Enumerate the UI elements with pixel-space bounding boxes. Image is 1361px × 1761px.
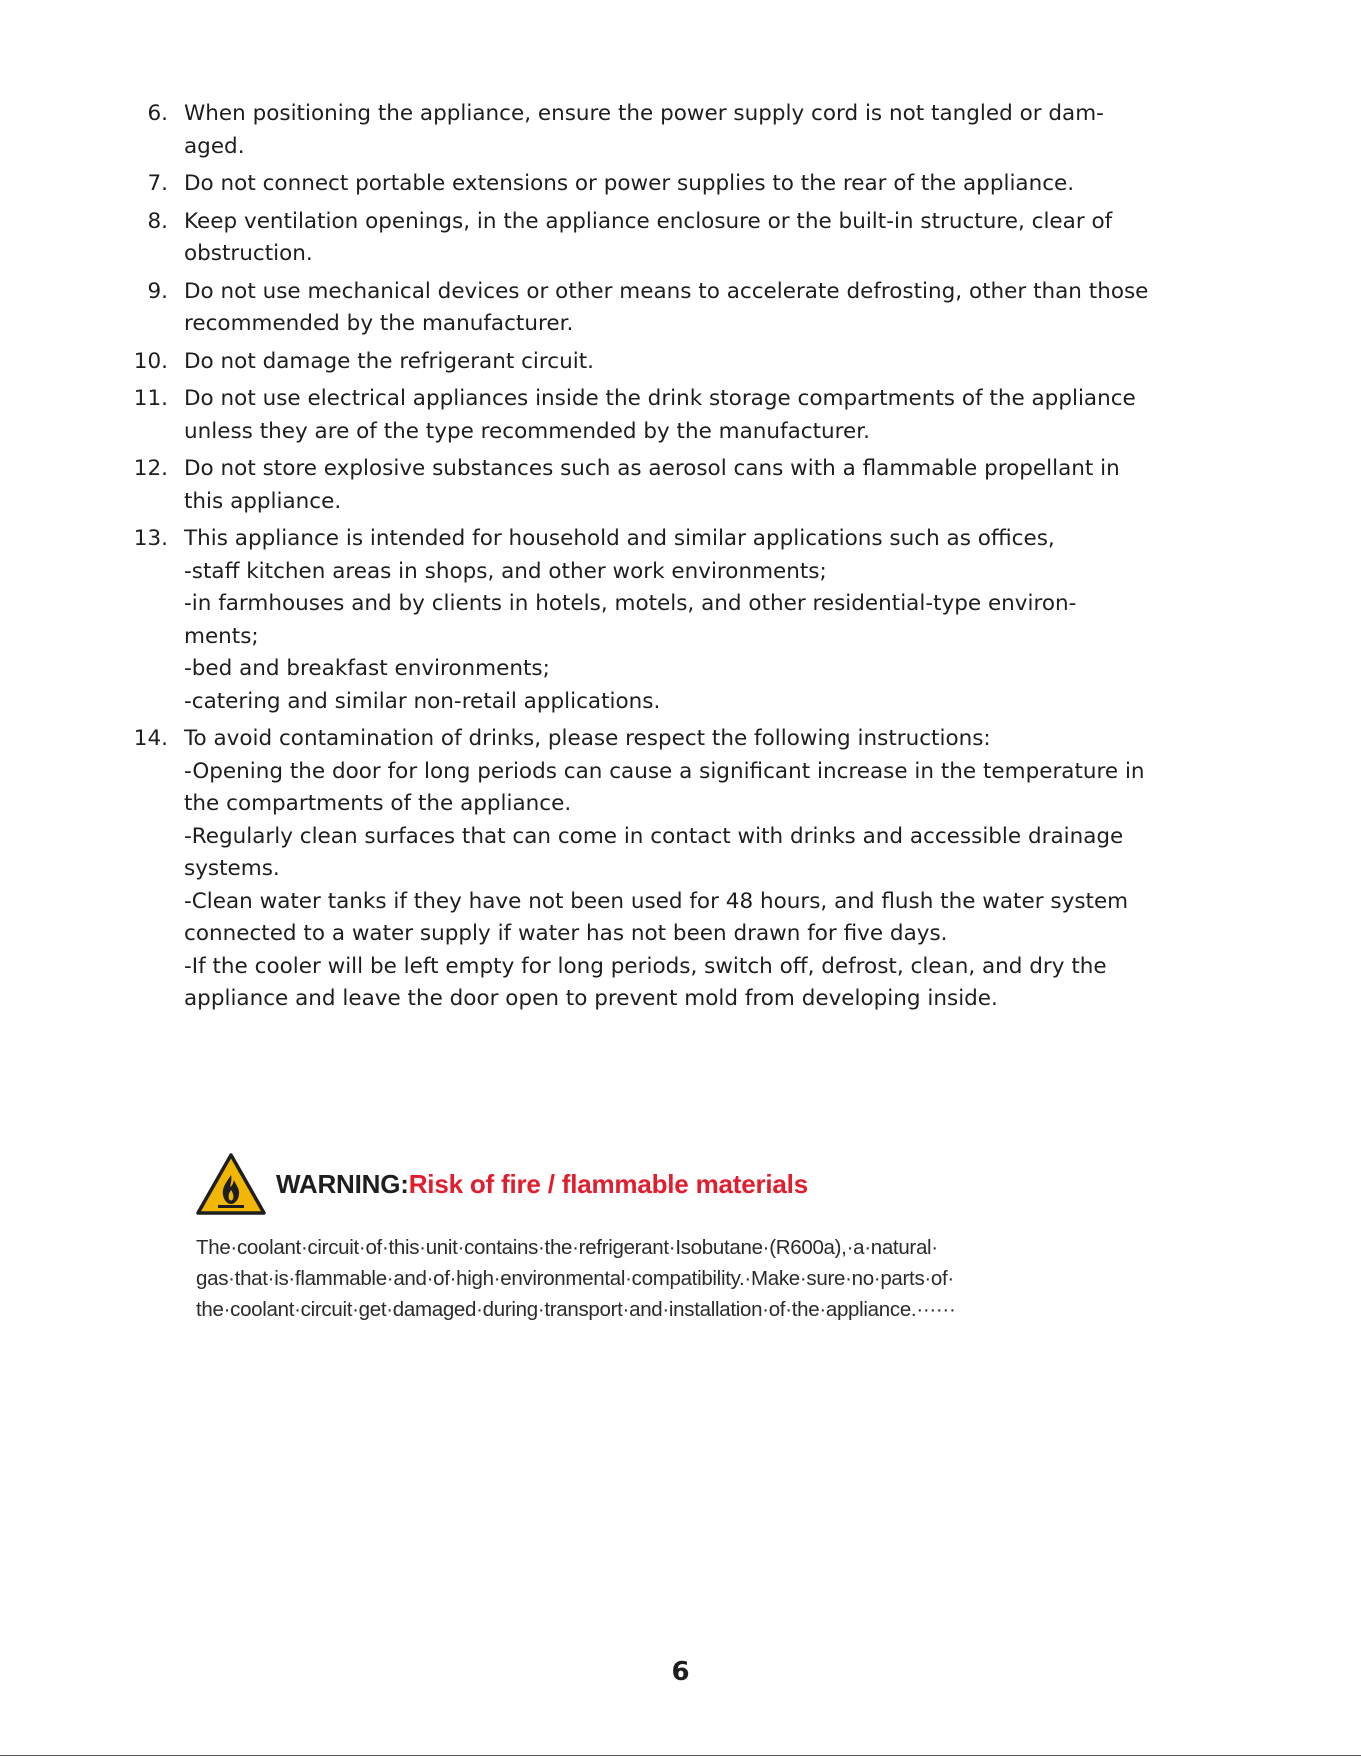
page-number: 6: [671, 1657, 690, 1687]
item-number: 7.: [147, 171, 168, 196]
item-text: Do not connect portable extensions or power supplies to the rear of the appliance.: [184, 171, 1075, 196]
list-item: [115, 723, 1245, 1016]
footer-divider: [0, 1755, 1361, 1756]
warning-header: [196, 1152, 1016, 1216]
item-text: When positioning the appliance, ensure the power supply cord is not tangled or dam- aged.: [184, 101, 1104, 159]
list-item: [115, 206, 1245, 271]
flammable-warning-icon: [196, 1153, 266, 1215]
item-text: To avoid contamination of drinks, please respect the following instructions: -Opening the door for long periods can cause a significant increase in the temperature in the compartments of the appliance. -Regularly clean surfaces that can come in contact with drinks and accessible drainage systems. -Clean water tanks if they have not been used for 48 hours, and flush the water system connected to a water supply if water has not been drawn for five days. -If the cooler will be left empty for long periods, switch off, defrost, clean, and dry the appliance and leave the door open to prevent mold from developing inside.: [184, 726, 1145, 1011]
item-text: Do not store explosive substances such as aerosol cans with a flammable propellant in this appliance.: [184, 456, 1120, 514]
list-item: [115, 523, 1245, 718]
warning-label: WARNING:: [276, 1168, 409, 1199]
list-item: [115, 383, 1245, 448]
item-number: 13.: [133, 526, 168, 551]
item-number: 6.: [147, 101, 168, 126]
list-item: [115, 276, 1245, 341]
warning-risk-text: Risk of fire / flammable materials: [408, 1168, 808, 1199]
item-number: 14.: [133, 726, 168, 751]
safety-instructions-list: [115, 98, 1245, 1021]
list-item: [115, 346, 1245, 379]
item-text: This appliance is intended for household and similar applications such as offices, -staff kitchen areas in shops, and other work environments; -in farmhouses and by clients in hotels, motels, and other residential-type environ- ments; -bed and breakfast environments; -catering and similar non-retail applications.: [184, 526, 1077, 714]
list-item: [115, 453, 1245, 518]
item-number: 11.: [133, 386, 168, 411]
item-number: 12.: [133, 456, 168, 481]
item-text: Do not use electrical appliances inside the drink storage compartments of the appliance unless they are of the type recommended by the manufacturer.: [184, 386, 1136, 444]
item-number: 8.: [147, 208, 168, 234]
flammable-warning-box: [196, 1152, 1016, 1325]
item-text: Do not damage the refrigerant circuit.: [184, 348, 594, 374]
item-text: Do not use mechanical devices or other means to accelerate defrosting, other than those recommended by the manufacturer.: [184, 278, 1149, 336]
list-item: [115, 98, 1245, 163]
list-item: [115, 168, 1245, 201]
item-text: Keep ventilation openings, in the appliance enclosure or the built-in structure, clear of obstruction.: [184, 208, 1113, 266]
item-number: 10.: [133, 348, 168, 374]
warning-title: [276, 1169, 808, 1200]
warning-body: The·coolant·circuit·of·this·unit·contains·the·refrigerant·Isobutane·(R600a),·a·natural· gas·that·is·flammable·and·of·high·environmental·compatibility.·Make·sure·no·parts·of· the·coolant·circuit·get·damaged·during·transport·and·installation·of·the·appliance.······: [196, 1236, 956, 1321]
item-number: 9.: [147, 278, 168, 304]
